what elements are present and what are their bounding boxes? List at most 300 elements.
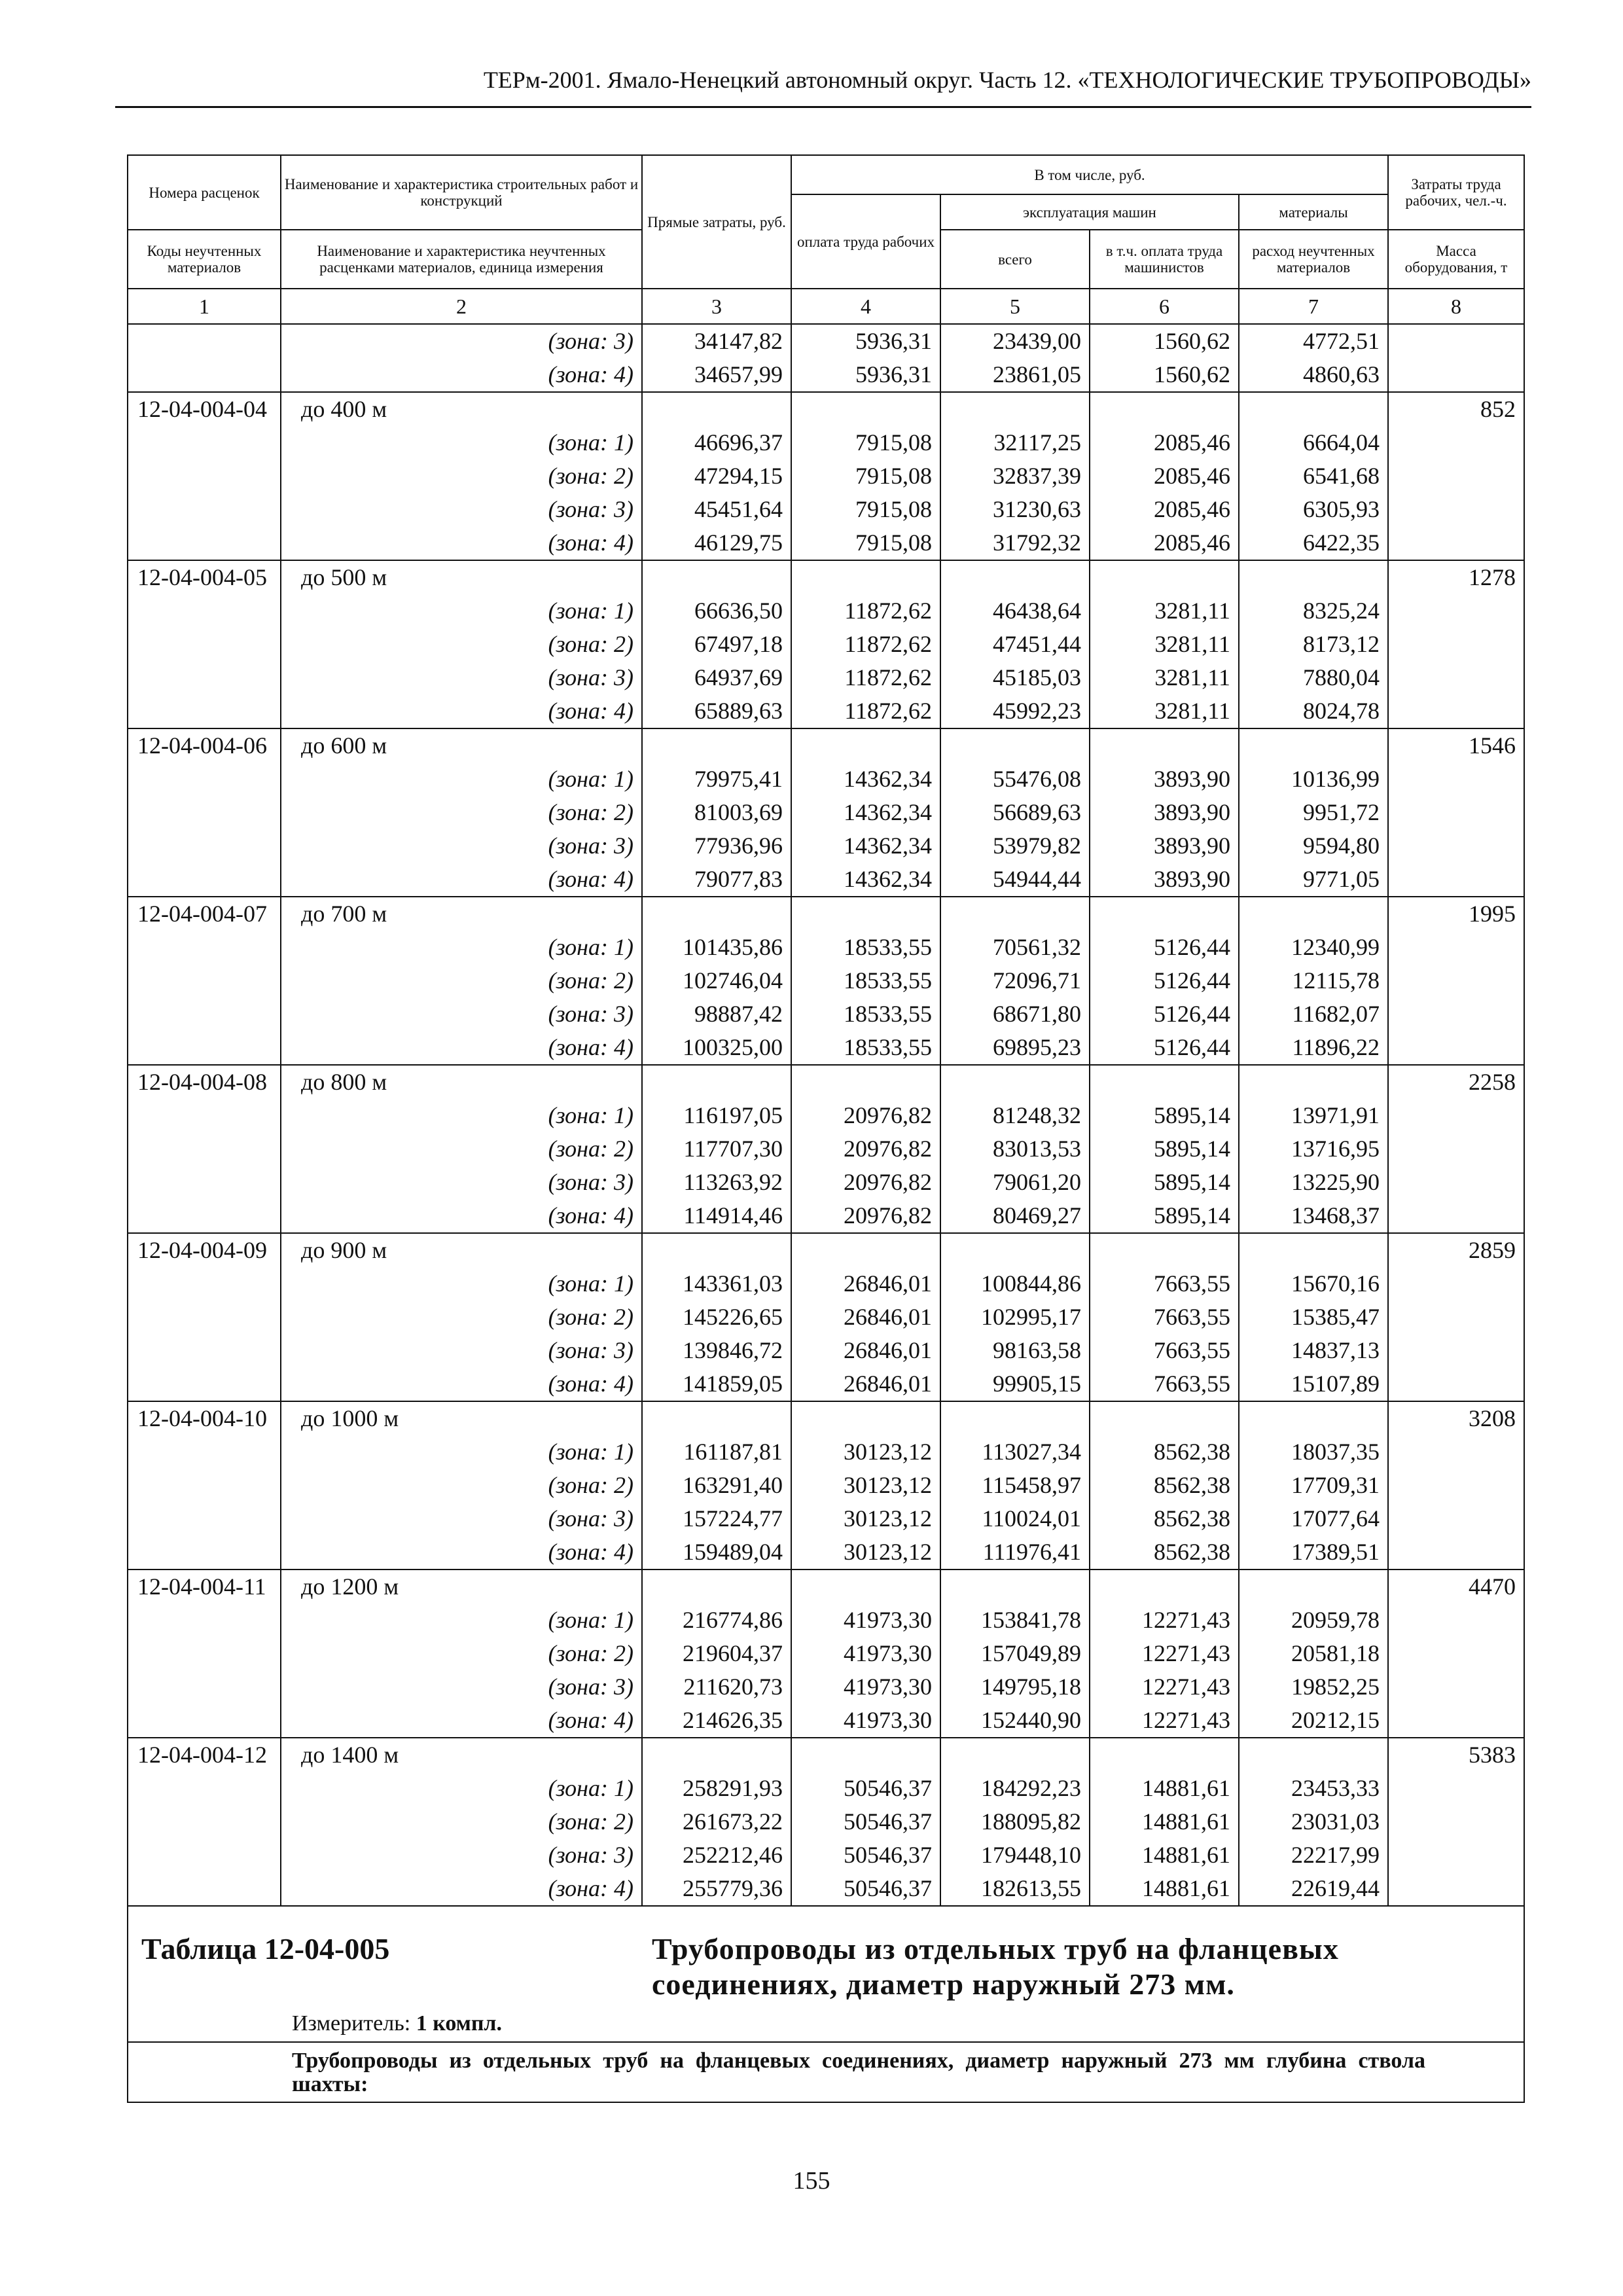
empty-cell: [1388, 493, 1524, 526]
materials-cost: 23453,33: [1239, 1772, 1388, 1805]
labor-cost: 30123,12: [791, 1469, 940, 1502]
direct-cost: 139846,72: [642, 1334, 791, 1367]
empty-cell: [1239, 1233, 1388, 1267]
empty-cell: [1388, 762, 1524, 796]
zone-label: (зона: 4): [281, 1367, 642, 1401]
labor-cost: 11872,62: [791, 594, 940, 628]
table-row: [128, 1805, 1524, 1839]
empty-cell: [1388, 1604, 1524, 1637]
zone-label: (зона: 2): [281, 1637, 642, 1670]
materials-cost: 15385,47: [1239, 1300, 1388, 1334]
empty-cell: [1388, 1839, 1524, 1872]
header-machines: эксплуатация машин: [940, 194, 1239, 230]
labor-cost: 50546,37: [791, 1805, 940, 1839]
empty-cell: [1239, 560, 1388, 594]
machine-cost: 72096,71: [940, 964, 1090, 997]
machine-cost: 45185,03: [940, 661, 1090, 694]
empty-cell: [128, 1469, 281, 1502]
empty-cell: [128, 1637, 281, 1670]
empty-cell: [128, 1099, 281, 1132]
direct-cost: 141859,05: [642, 1367, 791, 1401]
labor-cost: 41973,30: [791, 1704, 940, 1738]
direct-cost: 159489,04: [642, 1535, 791, 1570]
direct-cost: 77936,96: [642, 829, 791, 863]
materials-cost: 17709,31: [1239, 1469, 1388, 1502]
table-row: [128, 628, 1524, 661]
measure-label: Измеритель:: [292, 2011, 411, 2036]
empty-cell: [128, 796, 281, 829]
labor-cost: 5936,31: [791, 358, 940, 392]
zone-label: (зона: 2): [281, 1805, 642, 1839]
table-row: [128, 459, 1524, 493]
empty-cell: [1388, 829, 1524, 863]
direct-cost: 258291,93: [642, 1772, 791, 1805]
machinist-labor-cost: 14881,61: [1090, 1772, 1239, 1805]
labor-cost: 50546,37: [791, 1839, 940, 1872]
materials-cost: 17077,64: [1239, 1502, 1388, 1535]
labor-cost: 30123,12: [791, 1535, 940, 1570]
empty-cell: [128, 1199, 281, 1233]
labor-cost: 11872,62: [791, 694, 940, 728]
machinist-labor-cost: 2085,46: [1090, 459, 1239, 493]
empty-cell: [128, 1166, 281, 1199]
zone-label: (зона: 3): [281, 1839, 642, 1872]
machine-cost: 32117,25: [940, 426, 1090, 459]
empty-cell: [940, 1065, 1090, 1099]
work-name: до 800 м: [281, 1065, 642, 1099]
empty-cell: [642, 1233, 791, 1267]
direct-cost: 163291,40: [642, 1469, 791, 1502]
machine-cost: 111976,41: [940, 1535, 1090, 1570]
empty-cell: [128, 1300, 281, 1334]
labor-cost: 26846,01: [791, 1300, 940, 1334]
machine-cost: 79061,20: [940, 1166, 1090, 1199]
machine-cost: 46438,64: [940, 594, 1090, 628]
empty-cell: [128, 1435, 281, 1469]
empty-cell: [1239, 392, 1388, 426]
zone-label: (зона: 1): [281, 426, 642, 459]
labor-cost: 30123,12: [791, 1502, 940, 1535]
materials-cost: 15107,89: [1239, 1367, 1388, 1401]
table-row: [128, 1199, 1524, 1233]
machinist-labor-cost: 5895,14: [1090, 1132, 1239, 1166]
machine-cost: 110024,01: [940, 1502, 1090, 1535]
labor-cost: 18533,55: [791, 1031, 940, 1065]
labor-cost: 18533,55: [791, 931, 940, 964]
empty-cell: [1388, 964, 1524, 997]
empty-cell: [128, 459, 281, 493]
direct-cost: 261673,22: [642, 1805, 791, 1839]
rate-code: 12-04-004-05: [128, 560, 281, 594]
empty-cell: [128, 594, 281, 628]
materials-cost: 12115,78: [1239, 964, 1388, 997]
empty-cell: [1388, 863, 1524, 897]
empty-cell: [940, 1233, 1090, 1267]
empty-cell: [128, 358, 281, 392]
zone-label: (зона: 1): [281, 1435, 642, 1469]
empty-cell: [128, 1839, 281, 1872]
table-row: [128, 1872, 1524, 1906]
machine-cost: 54944,44: [940, 863, 1090, 897]
table-row: [128, 1570, 1524, 1604]
direct-cost: 81003,69: [642, 796, 791, 829]
direct-cost: 79975,41: [642, 762, 791, 796]
table-row: [128, 1772, 1524, 1805]
empty-cell: [642, 392, 791, 426]
empty-cell: [1388, 1132, 1524, 1166]
labor-cost: 18533,55: [791, 964, 940, 997]
labor-cost: 18533,55: [791, 997, 940, 1031]
empty-cell: [940, 728, 1090, 762]
table-row: [128, 324, 1524, 358]
work-name: до 400 м: [281, 392, 642, 426]
direct-cost: 79077,83: [642, 863, 791, 897]
empty-cell: [1239, 1401, 1388, 1435]
empty-cell: [128, 426, 281, 459]
header-mach-labor: в т.ч. оплата труда машинистов: [1090, 230, 1239, 289]
machine-cost: 100844,86: [940, 1267, 1090, 1300]
labor-cost: 11872,62: [791, 628, 940, 661]
zone-label: (зона: 2): [281, 796, 642, 829]
machinist-labor-cost: 7663,55: [1090, 1267, 1239, 1300]
materials-cost: 9594,80: [1239, 829, 1388, 863]
zone-label: (зона: 4): [281, 1535, 642, 1570]
machine-cost: 182613,55: [940, 1872, 1090, 1906]
empty-cell: [1388, 1637, 1524, 1670]
labor-hours: 1546: [1388, 728, 1524, 762]
zone-label: (зона: 1): [281, 1267, 642, 1300]
empty-cell: [1239, 1738, 1388, 1772]
zone-label: (зона: 4): [281, 1704, 642, 1738]
materials-cost: 13716,95: [1239, 1132, 1388, 1166]
zone-label: (зона: 4): [281, 1031, 642, 1065]
price-table: [127, 154, 1525, 2103]
empty-cell: [128, 1670, 281, 1704]
materials-cost: 22619,44: [1239, 1872, 1388, 1906]
direct-cost: 100325,00: [642, 1031, 791, 1065]
direct-cost: 252212,46: [642, 1839, 791, 1872]
labor-cost: 41973,30: [791, 1604, 940, 1637]
empty-cell: [1090, 1570, 1239, 1604]
table-row: [128, 1704, 1524, 1738]
machine-cost: 70561,32: [940, 931, 1090, 964]
table-row: [128, 1132, 1524, 1166]
table-row: [128, 1839, 1524, 1872]
empty-cell: [128, 762, 281, 796]
empty-cell: [1090, 1738, 1239, 1772]
machinist-labor-cost: 3281,11: [1090, 594, 1239, 628]
direct-cost: 46696,37: [642, 426, 791, 459]
table-row: [128, 526, 1524, 560]
table-row: [128, 1604, 1524, 1637]
empty-cell: [1388, 628, 1524, 661]
empty-cell: [128, 997, 281, 1031]
machinist-labor-cost: 3893,90: [1090, 863, 1239, 897]
machinist-labor-cost: 8562,38: [1090, 1535, 1239, 1570]
empty-cell: [1239, 728, 1388, 762]
work-name: до 900 м: [281, 1233, 642, 1267]
empty-cell: [128, 1132, 281, 1166]
direct-cost: 216774,86: [642, 1604, 791, 1637]
machine-cost: 98163,58: [940, 1334, 1090, 1367]
table-row: [128, 694, 1524, 728]
machine-cost: 80469,27: [940, 1199, 1090, 1233]
table-row: [128, 863, 1524, 897]
empty-cell: [642, 560, 791, 594]
rate-code: 12-04-004-08: [128, 1065, 281, 1099]
empty-cell: [128, 1604, 281, 1637]
labor-cost: 14362,34: [791, 796, 940, 829]
table-row: [128, 1367, 1524, 1401]
direct-cost: 145226,65: [642, 1300, 791, 1334]
empty-cell: [642, 1738, 791, 1772]
measure-value: 1 компл.: [416, 2011, 503, 2036]
direct-cost: 214626,35: [642, 1704, 791, 1738]
machinist-labor-cost: 3281,11: [1090, 661, 1239, 694]
materials-cost: 10136,99: [1239, 762, 1388, 796]
machinist-labor-cost: 1560,62: [1090, 358, 1239, 392]
col-number: 5: [940, 289, 1090, 324]
machine-cost: 45992,23: [940, 694, 1090, 728]
empty-cell: [1388, 1535, 1524, 1570]
direct-cost: 66636,50: [642, 594, 791, 628]
direct-cost: 34657,99: [642, 358, 791, 392]
empty-cell: [128, 628, 281, 661]
zone-label: (зона: 1): [281, 1604, 642, 1637]
empty-cell: [642, 1065, 791, 1099]
labor-cost: 20976,82: [791, 1099, 940, 1132]
table-row: [128, 762, 1524, 796]
empty-cell: [1388, 1367, 1524, 1401]
empty-cell: [1090, 897, 1239, 931]
labor-hours: 4470: [1388, 1570, 1524, 1604]
machine-cost: 152440,90: [940, 1704, 1090, 1738]
empty-cell: [1388, 1300, 1524, 1334]
machinist-labor-cost: 12271,43: [1090, 1670, 1239, 1704]
labor-hours: 1278: [1388, 560, 1524, 594]
empty-cell: [128, 1031, 281, 1065]
empty-cell: [1388, 324, 1524, 358]
machinist-labor-cost: 3893,90: [1090, 796, 1239, 829]
direct-cost: 102746,04: [642, 964, 791, 997]
machinist-labor-cost: 12271,43: [1090, 1637, 1239, 1670]
machinist-labor-cost: 8562,38: [1090, 1502, 1239, 1535]
table-row: [128, 1233, 1524, 1267]
direct-cost: 117707,30: [642, 1132, 791, 1166]
col-number: 4: [791, 289, 940, 324]
labor-cost: 11872,62: [791, 661, 940, 694]
empty-cell: [1388, 1805, 1524, 1839]
table-row: [128, 997, 1524, 1031]
zone-label: (зона: 3): [281, 1502, 642, 1535]
machinist-labor-cost: 2085,46: [1090, 426, 1239, 459]
empty-cell: [642, 897, 791, 931]
empty-cell: [791, 1065, 940, 1099]
empty-cell: [1388, 997, 1524, 1031]
direct-cost: 34147,82: [642, 324, 791, 358]
measure-line: [292, 2011, 502, 2036]
machinist-labor-cost: 14881,61: [1090, 1872, 1239, 1906]
zone-label: (зона: 3): [281, 493, 642, 526]
empty-cell: [1388, 358, 1524, 392]
empty-cell: [128, 526, 281, 560]
materials-cost: 8325,24: [1239, 594, 1388, 628]
materials-cost: 4772,51: [1239, 324, 1388, 358]
labor-cost: 30123,12: [791, 1435, 940, 1469]
table-row: [128, 1300, 1524, 1334]
empty-cell: [1388, 1772, 1524, 1805]
machinist-labor-cost: 7663,55: [1090, 1367, 1239, 1401]
empty-cell: [791, 1570, 940, 1604]
labor-hours: 2258: [1388, 1065, 1524, 1099]
table-row: [128, 829, 1524, 863]
direct-cost: 143361,03: [642, 1267, 791, 1300]
empty-cell: [1388, 1704, 1524, 1738]
empty-cell: [940, 1570, 1090, 1604]
empty-cell: [128, 964, 281, 997]
materials-cost: 18037,35: [1239, 1435, 1388, 1469]
machinist-labor-cost: 14881,61: [1090, 1805, 1239, 1839]
empty-cell: [1388, 1435, 1524, 1469]
zone-label: (зона: 4): [281, 863, 642, 897]
empty-cell: [940, 1738, 1090, 1772]
empty-cell: [940, 1401, 1090, 1435]
zone-label: (зона: 1): [281, 762, 642, 796]
col-number: 6: [1090, 289, 1239, 324]
empty-cell: [128, 1805, 281, 1839]
table-row: [128, 931, 1524, 964]
empty-cell: [1388, 1199, 1524, 1233]
labor-cost: 26846,01: [791, 1367, 940, 1401]
empty-cell: [1388, 1469, 1524, 1502]
rate-code: 12-04-004-12: [128, 1738, 281, 1772]
labor-cost: 26846,01: [791, 1267, 940, 1300]
rate-code: 12-04-004-11: [128, 1570, 281, 1604]
empty-cell: [1239, 897, 1388, 931]
materials-cost: 19852,25: [1239, 1670, 1388, 1704]
zone-label: (зона: 3): [281, 1166, 642, 1199]
header-codes: Номера расценок: [128, 155, 281, 230]
labor-hours: 5383: [1388, 1738, 1524, 1772]
zone-label: (зона: 4): [281, 358, 642, 392]
machine-cost: 32837,39: [940, 459, 1090, 493]
empty-cell: [940, 392, 1090, 426]
header-mat-name: Наименование и характеристика неучтенных расценками материалов, единица измерения: [281, 230, 642, 289]
labor-cost: 50546,37: [791, 1872, 940, 1906]
materials-cost: 6305,93: [1239, 493, 1388, 526]
table-description: Трубопроводы из отдельных труб на фланцевых соединениях, диаметр наружный 273 мм глубина ствола шахты:: [292, 2049, 1426, 2096]
materials-cost: 4860,63: [1239, 358, 1388, 392]
empty-cell: [1090, 560, 1239, 594]
empty-cell: [1388, 1166, 1524, 1199]
table-row: [128, 796, 1524, 829]
machinist-labor-cost: 3281,11: [1090, 694, 1239, 728]
zone-label: (зона: 2): [281, 628, 642, 661]
machinist-labor-cost: 3893,90: [1090, 829, 1239, 863]
empty-cell: [128, 1772, 281, 1805]
rate-code: 12-04-004-09: [128, 1233, 281, 1267]
work-name: до 1000 м: [281, 1401, 642, 1435]
machinist-labor-cost: 8562,38: [1090, 1435, 1239, 1469]
labor-cost: 14362,34: [791, 863, 940, 897]
machinist-labor-cost: 2085,46: [1090, 526, 1239, 560]
labor-cost: 41973,30: [791, 1637, 940, 1670]
materials-cost: 11682,07: [1239, 997, 1388, 1031]
empty-cell: [791, 1738, 940, 1772]
direct-cost: 161187,81: [642, 1435, 791, 1469]
machine-cost: 157049,89: [940, 1637, 1090, 1670]
zone-label: (зона: 4): [281, 526, 642, 560]
machine-cost: 115458,97: [940, 1469, 1090, 1502]
labor-cost: 20976,82: [791, 1166, 940, 1199]
direct-cost: 46129,75: [642, 526, 791, 560]
materials-cost: 9951,72: [1239, 796, 1388, 829]
empty-cell: [128, 1334, 281, 1367]
empty-cell: [128, 829, 281, 863]
empty-cell: [791, 392, 940, 426]
col-number: 8: [1388, 289, 1524, 324]
empty-cell: [1090, 728, 1239, 762]
direct-cost: 157224,77: [642, 1502, 791, 1535]
materials-cost: 20212,15: [1239, 1704, 1388, 1738]
materials-cost: 23031,03: [1239, 1805, 1388, 1839]
machine-cost: 23439,00: [940, 324, 1090, 358]
machinist-labor-cost: 12271,43: [1090, 1604, 1239, 1637]
machinist-labor-cost: 12271,43: [1090, 1704, 1239, 1738]
empty-cell: [1388, 1502, 1524, 1535]
machine-cost: 102995,17: [940, 1300, 1090, 1334]
work-name: до 1400 м: [281, 1738, 642, 1772]
col-number: 2: [281, 289, 642, 324]
labor-cost: 14362,34: [791, 829, 940, 863]
table-row: [128, 1099, 1524, 1132]
direct-cost: 45451,64: [642, 493, 791, 526]
machine-cost: 179448,10: [940, 1839, 1090, 1872]
empty-cell: [128, 1502, 281, 1535]
table-row: [128, 426, 1524, 459]
rate-code: 12-04-004-07: [128, 897, 281, 931]
labor-cost: 20976,82: [791, 1132, 940, 1166]
materials-cost: 13468,37: [1239, 1199, 1388, 1233]
labor-cost: 41973,30: [791, 1670, 940, 1704]
table-row: [128, 1166, 1524, 1199]
machinist-labor-cost: 3893,90: [1090, 762, 1239, 796]
empty-cell: [1388, 1099, 1524, 1132]
work-name: до 700 м: [281, 897, 642, 931]
empty-cell: [642, 728, 791, 762]
empty-cell: [128, 1535, 281, 1570]
col-number: 7: [1239, 289, 1388, 324]
materials-cost: 20581,18: [1239, 1637, 1388, 1670]
direct-cost: 219604,37: [642, 1637, 791, 1670]
work-name: до 1200 м: [281, 1570, 642, 1604]
table-row: [128, 560, 1524, 594]
materials-cost: 12340,99: [1239, 931, 1388, 964]
empty-cell: [1090, 1233, 1239, 1267]
machine-cost: 23861,05: [940, 358, 1090, 392]
machine-cost: 149795,18: [940, 1670, 1090, 1704]
rate-code: 12-04-004-10: [128, 1401, 281, 1435]
empty-cell: [128, 931, 281, 964]
empty-cell: [940, 897, 1090, 931]
empty-cell: [642, 1401, 791, 1435]
machine-cost: 31230,63: [940, 493, 1090, 526]
zone-label: (зона: 3): [281, 661, 642, 694]
table-row: [128, 1502, 1524, 1535]
table-row: [128, 728, 1524, 762]
machinist-labor-cost: 1560,62: [1090, 324, 1239, 358]
table-row: [128, 964, 1524, 997]
